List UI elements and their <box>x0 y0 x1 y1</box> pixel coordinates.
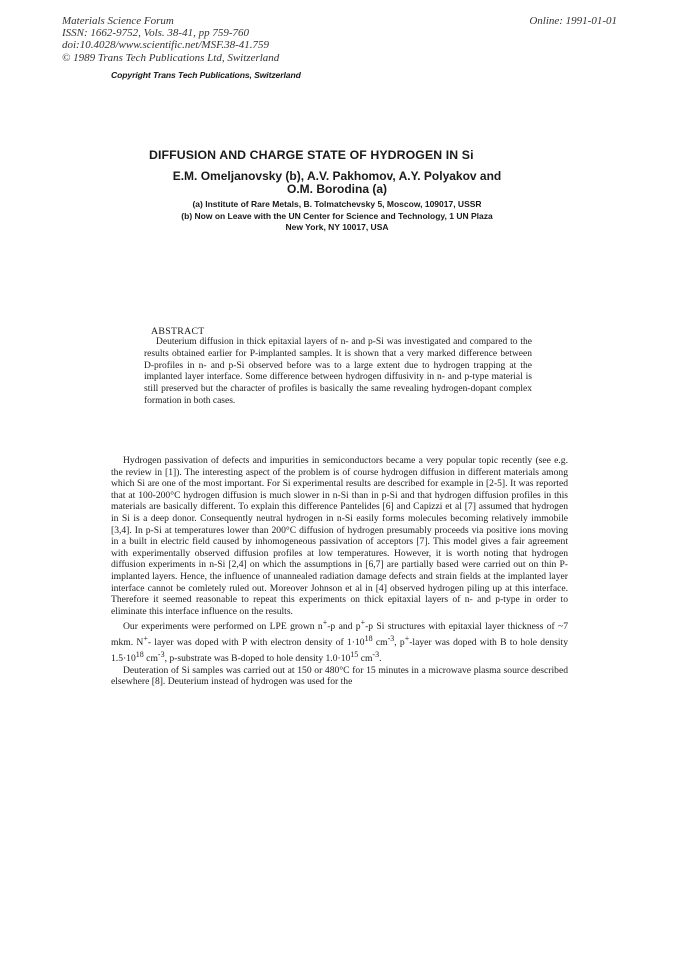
copyright-notice: Copyright Trans Tech Publications, Switzerland <box>111 70 301 80</box>
body-text <box>111 455 568 688</box>
online-date: Online: 1991-01-01 <box>529 15 617 27</box>
journal-header <box>62 15 279 64</box>
body-paragraph-1: Hydrogen passivation of defects and impurities in semiconductors became a very popular topic recently (see e.g. the review in [1]). The interesting aspect of the problem is of course hydrogen diffusion in different materials among which Si are one of the most important. For Si experimental results are described for example in [2-5]. It was reported that at 100-200°C hydrogen diffusion is much slower in n-Si than in p-Si and that hydrogen diffusion profiles in this materials are basically different. To explain this difference Pantelides [6] and Capizzi et al [7] assumed that hydrogen in Si is a deep donor. Consequently neutral hydrogen in n-Si easily forms molecules becoming relatively immobile [3,4]. In p-Si at temperatures lower than 200°C diffusion of hydrogen presumably proceeds via positive ions moving in a built in electric field caused by inhomogeneous passivation of acceptors [7]. This model gives a fair agreement with experimentally observed diffusion profiles at low temperatures. However, it is worth noting that hydrogen diffusion experiments in n-Si [2,4] on which the assumptions in [6,7] are partially based were carried out on thin P-implanted layers. Hence, the influence of unannealed radiation damage defects and strain fields at the implanted layer interface cannot be comletely ruled out. Moreover Johnson et al in [4] observed hydrogen piling up at this interface. Therefore it seemed reasonable to repeat this experiments on thick epitaxial layers of n- and p-type in order to eliminate this interface influence on the results. <box>111 455 568 617</box>
issn-line: ISSN: 1662-9752, Vols. 38-41, pp 759-760 <box>62 27 249 40</box>
paper-title: DIFFUSION AND CHARGE STATE OF HYDROGEN IN Si <box>149 148 474 162</box>
affiliation-b: (b) Now on Leave with the UN Center for Science and Technology, 1 UN Plaza <box>181 210 493 221</box>
author-list <box>145 170 529 195</box>
authors-line-2: O.M. Borodina (a) <box>287 181 387 196</box>
doi-line[interactable]: doi:10.4028/www.scientific.net/MSF.38-41.759 <box>62 39 270 52</box>
authors-line-1: E.M. Omeljanovsky (b), A.V. Pakhomov, A.Y. Polyakov and <box>172 169 502 183</box>
affiliation-b-address: New York, NY 10017, USA <box>285 222 389 232</box>
affiliations <box>145 199 529 234</box>
journal-name: Materials Science Forum <box>62 15 174 27</box>
publisher-line: © 1989 Trans Tech Publications Ltd, Switzerland <box>62 51 280 64</box>
affiliation-a: (a) Institute of Rare Metals, B. Tolmatchevsky 5, Moscow, 109017, USSR <box>192 199 482 209</box>
body-paragraph-3: Deuteration of Si samples was carried out at 150 or 480°C for 15 minutes in a microwave plasma source described elsewhere [8]. Deuterium instead of hydrogen was used for the <box>111 664 568 688</box>
abstract-body <box>144 337 532 408</box>
abstract-heading: ABSTRACT <box>151 326 205 337</box>
abstract-text: Deuterium diffusion in thick epitaxial layers of n- and p-Si was investigated and compared to the results obtained earlier for P-implanted samples. It is shown that a very marked difference between D-profiles in n- and p-Si observed before was to a large extent due to hydrogen trapping at the implanted layer interface. Some difference between hydrogen diffusivity in n- and p-type material is still preserved but the character of profiles is basically the same revealing hydrogen-dopant complex formation in both cases. <box>144 337 532 406</box>
body-paragraph-2: Our experiments were performed on LPE grown n+-p and p+-p Si structures with epitaxial layer thickness of ~7 mkm. N+- layer was doped with P with electron density of $1\cdot 10^{18}$ $cm^{-3}$, p+-layer was doped with B to hole density $1.5\cdot 10^{18}$ $cm^{-3}$, p-substrate was B-doped to hole density $1.0\cdot 10^{15}$ $cm^{-3}$. <box>111 618 569 665</box>
